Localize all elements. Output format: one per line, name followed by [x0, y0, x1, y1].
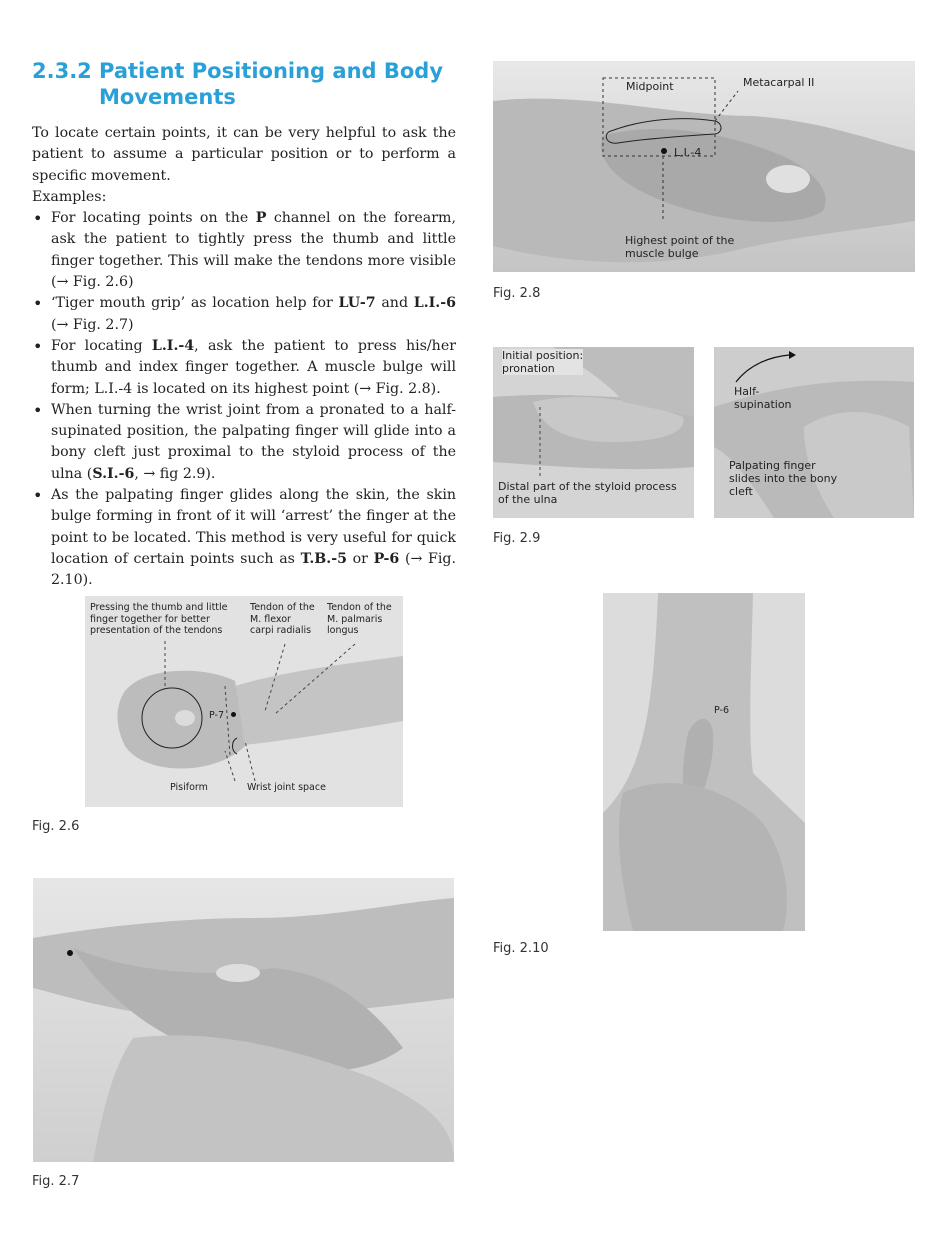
- point-code: S.I.-6: [92, 465, 135, 482]
- label-p7: P-7: [209, 710, 224, 721]
- label-li4: L.I.-4: [674, 146, 702, 159]
- fig-2-7-caption: Fig. 2.7: [32, 1174, 80, 1189]
- fig-2-9-photo-right: [714, 347, 914, 518]
- fig-2-10-photo: [603, 593, 805, 931]
- text-run: , ask the patient to press his/her thumb and index finger together. A muscle bulge will form; L.I.-4 is located on its highest point (→ Fig. 2.8).: [51, 337, 456, 397]
- fig-2-10-illustration: [603, 593, 805, 931]
- intro-paragraph: To locate certain points, it can be very helpful to ask the patient to assume a particular position or to perform a specific movement.: [32, 125, 456, 184]
- label-distal-styloid: Distal part of the styloid process of the ulna: [498, 480, 677, 506]
- text-run: and: [375, 295, 414, 312]
- label-palpating-finger: Palpating finger slides into the bony cleft: [729, 459, 838, 498]
- fig-2-7-photo: [33, 878, 454, 1162]
- text-run: ‘Tiger mouth grip’ as location help for: [51, 295, 339, 312]
- label-half-supination: Half- supination: [734, 385, 792, 411]
- label-p6: P-6: [714, 705, 729, 716]
- section-number: 2.3.2: [32, 59, 92, 83]
- examples-label: Examples:: [32, 188, 107, 205]
- point-code: P-6: [373, 550, 400, 567]
- section-title-line1: Patient Positioning and Body: [99, 59, 444, 83]
- fig-2-9-photo-left: [493, 347, 694, 518]
- text-run: When turning the wrist joint from a pronated to a half-supinated position, the palpating finger will glide into a bony cleft just proximal to the styloid process of the ulna (: [51, 401, 456, 482]
- fig-2-8-caption: Fig. 2.8: [493, 286, 541, 301]
- text-run: (→ Fig. 2.10).: [51, 550, 456, 589]
- text-run: channel on the forearm, ask the patient to tightly press the thumb and little finger together. This will make the tendons more visible (→ Fig. 2.6): [51, 210, 456, 291]
- fig-2-6-photo: [85, 596, 403, 807]
- example-item: [32, 208, 456, 293]
- label-pisiform: Pisiform: [170, 782, 208, 793]
- examples-list: [32, 208, 456, 591]
- point-code: T.B.-5: [300, 550, 347, 567]
- label-wrist-joint-space: Wrist joint space: [247, 782, 326, 793]
- text-run: (→ Fig. 2.7): [51, 316, 134, 333]
- example-item: [32, 400, 456, 485]
- fig-2-9-caption: Fig. 2.9: [493, 531, 541, 546]
- label-tendon-palmaris: Tendon of the M. palmaris longus: [327, 602, 392, 636]
- point-code: P: [255, 210, 267, 227]
- text-run: , → fig 2.9).: [134, 465, 216, 482]
- label-metacarpal-ii: Metacarpal II: [743, 76, 815, 89]
- point-code: LU-7: [338, 295, 376, 312]
- example-item: [32, 293, 456, 336]
- section-heading: [32, 58, 472, 110]
- body-text: [32, 123, 456, 592]
- example-item: [32, 485, 456, 591]
- label-pressing-thumb: Pressing the thumb and little finger together for better presentation of the tendons: [90, 602, 228, 636]
- section-title-line2: Movements: [99, 85, 236, 109]
- text-run: or: [346, 550, 374, 567]
- fig-2-8-photo: [493, 61, 915, 272]
- point-li4-marker: [661, 148, 667, 154]
- label-tendon-flexor: Tendon of the M. flexor carpi radialis: [250, 602, 315, 636]
- point-code: L.I.-6: [413, 295, 456, 312]
- fig-2-6-caption: Fig. 2.6: [32, 819, 80, 834]
- text-run: As the palpating finger glides along the skin, the skin bulge forming in front of it will ‘arrest’ the finger at the point to be located. This method is very useful for quick location of certain points such as: [51, 487, 456, 567]
- fig-2-10-caption: Fig. 2.10: [493, 941, 549, 956]
- label-initial-position: Initial position: pronation: [502, 349, 584, 375]
- point-p7-marker: [231, 712, 236, 717]
- label-highest-point: Highest point of the muscle bulge: [625, 234, 735, 260]
- point-code: L.I.-4: [151, 337, 195, 354]
- fig-2-7-illustration: [33, 878, 454, 1162]
- text-run: For locating: [51, 337, 152, 354]
- label-midpoint: Midpoint: [626, 80, 674, 93]
- example-item: [32, 336, 456, 400]
- text-run: For locating points on the: [51, 210, 256, 227]
